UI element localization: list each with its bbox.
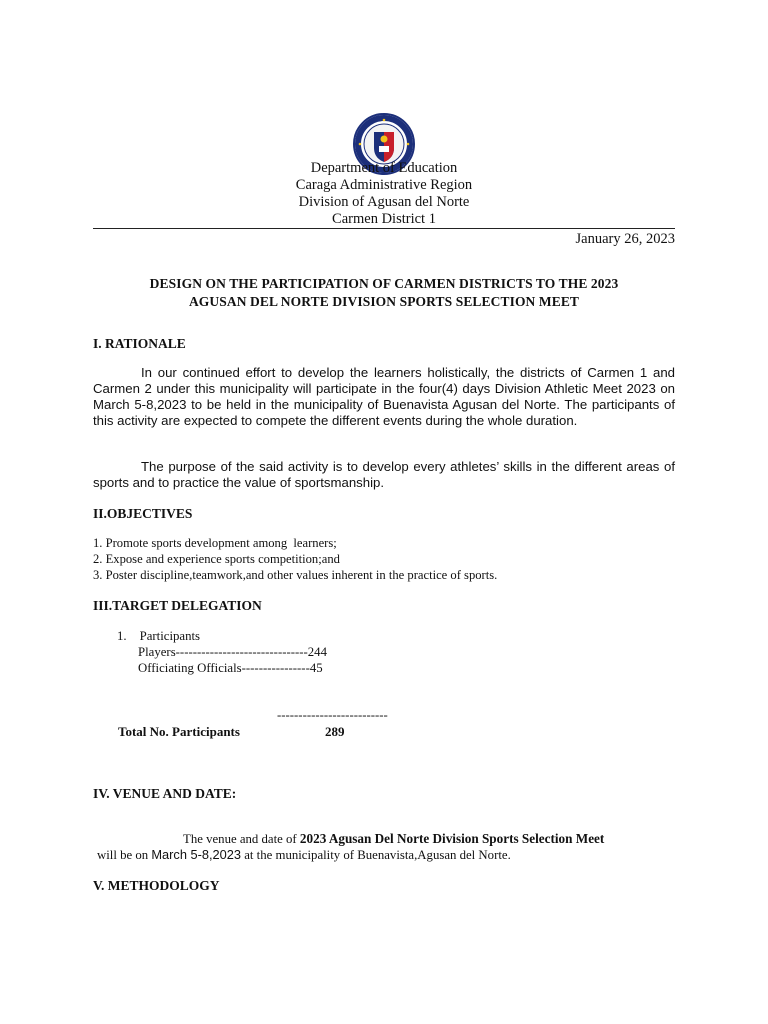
document-title (93, 275, 675, 311)
venue-line2-prefix: will be on (97, 848, 152, 862)
title-line-1: DESIGN ON THE PARTICIPATION OF CARMEN DISTRICTS TO THE 2023 (149, 276, 619, 291)
org-line-2: Caraga Administrative Region (295, 177, 473, 193)
letterhead (0, 160, 768, 228)
participants-label: Participants (139, 629, 201, 643)
org-line-1: Department of Education (310, 160, 458, 176)
participants-item (117, 628, 327, 644)
rationale-paragraph-2 (93, 459, 675, 491)
venue-prefix: The venue and date of (183, 832, 300, 846)
rationale-heading: I. RATIONALE (93, 336, 186, 351)
event-date: March 5-8,2023 (151, 847, 242, 862)
total-value: 289 (325, 724, 345, 739)
rationale-p2-text: The purpose of the said activity is to develop every athletes’ skills in the different areas of sports and to practice the value of sportsmanship. (93, 459, 675, 490)
rationale-p1-text: In our continued effort to develop the learners holistically, the districts of Carmen 1 and Carmen 2 under this municipality will participate in the four(4) days Division Athletic Meet 2023 on March 5-8,2023 to be held in the municipality of Buenavista Agusan del Norte. The participants of this activity are expected to compete the different events during the whole duration. (93, 365, 675, 428)
item-number: 1. (117, 629, 127, 643)
objectives-heading: II.OBJECTIVES (93, 506, 193, 521)
delegation-list (117, 628, 327, 676)
delegation-heading: III.TARGET DELEGATION (93, 598, 262, 613)
document-date: January 26, 2023 (575, 231, 675, 247)
event-name: 2023 Agusan Del Norte Division Sports Selection Meet (299, 831, 605, 846)
org-line-4: Carmen District 1 (332, 211, 436, 227)
org-line-3: Division of Agusan del Norte (298, 194, 470, 210)
methodology-heading: V. METHODOLOGY (93, 878, 220, 893)
title-line-2: AGUSAN DEL NORTE DIVISION SPORTS SELECTION MEET (188, 294, 580, 309)
officials-row: Officiating Officials----------------45 (138, 661, 323, 675)
objective-item: 1. Promote sports development among learners; (93, 536, 337, 550)
venue-heading: IV. VENUE AND DATE: (93, 786, 237, 801)
venue-line-2 (97, 847, 511, 863)
total-separator: -------------------------- (277, 708, 388, 722)
header-divider (93, 228, 675, 229)
objective-item: 2. Expose and experience sports competition;and (93, 552, 340, 566)
venue-line-1 (183, 831, 604, 847)
objectives-list (93, 535, 497, 583)
objective-item: 3. Poster discipline,teamwork,and other values inherent in the practice of sports. (93, 568, 498, 582)
total-label: Total No. Participants (118, 724, 240, 739)
players-row: Players-------------------------------244 (138, 645, 327, 659)
rationale-paragraph-1 (93, 365, 675, 429)
venue-line2-suffix: at the municipality of Buenavista,Agusan del Norte. (241, 848, 511, 862)
